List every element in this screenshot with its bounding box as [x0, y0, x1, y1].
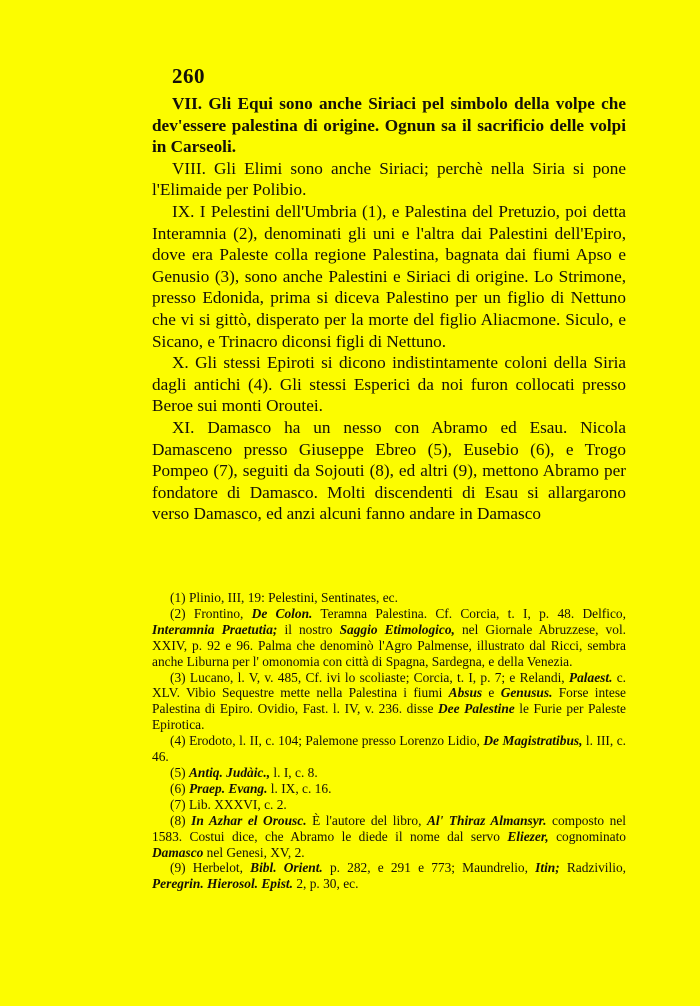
footnote-text: nel Giornale Abruzzese, vol. XXIV, p. 92 e 96. Palma che denominò l'Agro Palmense, illustrato dal Ricci, sembra anche Liburna per l' omonomia con città di Spagna, Sardegna, e della Venezia. — [152, 621, 627, 669]
footnote-text: 2, p. 30, ec. — [292, 876, 359, 892]
footnote-citation: Palaest. — [568, 669, 613, 685]
footnote-text: (1) Plinio, III, 19: Pelestini, Sentinates, ec. — [170, 590, 398, 605]
footnote-citation: Al' Thiraz Almansyr. — [426, 812, 547, 828]
footnote-citation: In Azhar el Orousc. — [191, 812, 307, 828]
paragraph-xi: XI. Damasco ha un nesso con Abramo ed Esau. Nicola Damasceno presso Giuseppe Ebreo (5), Eusebio (6), e Trogo Pompeo (7), seguiti da Sojouti (8), ed altri (9), mettono Abramo per fondatore di Damasco. Molti discendenti di Esau si allargarono verso Damasco, ed anzi alcuni fanno andare in Damasco — [152, 417, 626, 524]
footnote-text: l. III, c. 46. — [152, 733, 626, 765]
footnote-citation: Dee Palestine — [438, 701, 515, 717]
footnote-text: (3) Lucano, l. V, v. 485, Cf. ivi lo scoliaste; Corcia, t. I, p. 7; e Relandi, — [170, 669, 569, 685]
footnote-text: (8) — [170, 812, 192, 828]
footnote-text: (9) Herbelot, — [170, 860, 251, 876]
footnote-text: (5) — [170, 764, 189, 780]
footnote-text: È l'autore del libro, — [306, 812, 427, 828]
footnote-citation: Damasco — [152, 844, 204, 860]
footnote-citation: De Magistratibus, — [483, 733, 583, 749]
footnote-citation: Interamnia Praetutia; — [152, 621, 278, 637]
footnote-citation: Peregrin. Hierosol. Epist. — [152, 876, 293, 892]
footnote-text: composto nel 1583. Costui dice, che Abramo le diede il nome dal servo — [152, 812, 626, 844]
footnote-7 — [152, 797, 626, 813]
footnote-text: Radzivilio, — [559, 860, 626, 876]
footnote-text: (7) Lib. XXXVI, c. 2. — [170, 796, 287, 812]
footnote-8 — [152, 813, 626, 861]
footnote-citation: Absus — [448, 685, 483, 701]
footnote-4 — [152, 733, 626, 765]
footnote-citation: Saggio Etimologico, — [339, 621, 455, 637]
footnote-6 — [152, 781, 626, 797]
footnote-text: il nostro — [277, 621, 340, 637]
footnote-text: l. I, c. 8. — [270, 764, 318, 780]
footnotes — [152, 590, 626, 892]
paragraph-viii: VIII. Gli Elimi sono anche Siriaci; perchè nella Siria si pone l'Elimaide per Polibio. — [152, 158, 626, 200]
footnote-text: c. XLV. Vibio Sequestre mette nella Palestina i fiumi — [152, 669, 627, 701]
footnote-citation: Antiq. Judàic., — [188, 764, 271, 780]
footnote-text: Forse intese Palestina di Epiro. Ovidio, Fast. l. IV, v. 236. disse — [152, 685, 627, 717]
footnote-text: (2) Frontino, — [170, 605, 252, 621]
paragraph-x: X. Gli stessi Epiroti si dicono indistintamente coloni della Siria dagli antichi (4). Gli stessi Esperici da noi furon collocati presso Beroe sui monti Oroutei. — [152, 353, 626, 416]
footnote-citation: Praep. Evang. — [188, 780, 268, 796]
footnote-2 — [152, 606, 626, 670]
footnote-citation: Genusus. — [500, 685, 553, 701]
footnote-text: (4) Erodoto, l. II, c. 104; Palemone presso Lorenzo Lidio, — [170, 733, 484, 749]
footnote-text: Teramna Palestina. Cf. Corcia, t. I, p. 48. Delfico, — [312, 605, 626, 621]
footnote-text: p. 282, e 291 e 773; Maundrelio, — [322, 860, 536, 876]
footnote-text: nel Genesi, XV, 2. — [203, 844, 305, 860]
footnote-3 — [152, 670, 626, 734]
paragraph-ix: IX. I Pelestini dell'Umbria (1), e Palestina del Pretuzio, poi detta Interamnia (2), denominati gli uni e l'altra dai Palestini dell'Epiro, dove era Paleste colla regione Palestina, bagnata dai fiumi Apso e Genusio (3), sono anche Palestini e Siriaci di origine. Lo Strimone, presso Edonida, prima si diceva Palestino per un figlio di Nettuno che vi si gittò, disperato per la morte del figlio Aliacmone. Siculo, e Sicano, e Trinacro diconsi figli di Nettuno. — [152, 201, 626, 351]
footnote-text: (6) — [170, 780, 189, 796]
main-text — [152, 93, 626, 525]
footnote-5 — [152, 765, 626, 781]
paragraph-vii: VII. Gli Equi sono anche Siriaci pel simbolo della volpe che dev'essere palestina di origine. Ognun sa il sacrificio delle volpi in Carseoli. — [152, 94, 626, 157]
footnote-9 — [152, 860, 626, 892]
footnote-text: cognominato — [548, 828, 626, 844]
footnote-text: le Furie per Paleste Epirotica. — [152, 701, 626, 733]
footnote-citation: Eliezer, — [507, 828, 549, 844]
footnote-citation: De Colon. — [251, 605, 313, 621]
footnote-text: e — [482, 685, 501, 701]
page-number: 260 — [172, 64, 205, 88]
footnote-text: l. IX, c. 16. — [267, 780, 332, 796]
footnote-1 — [152, 590, 626, 606]
footnote-citation: Itin; — [535, 860, 560, 876]
footnote-citation: Bibl. Orient. — [250, 860, 323, 876]
